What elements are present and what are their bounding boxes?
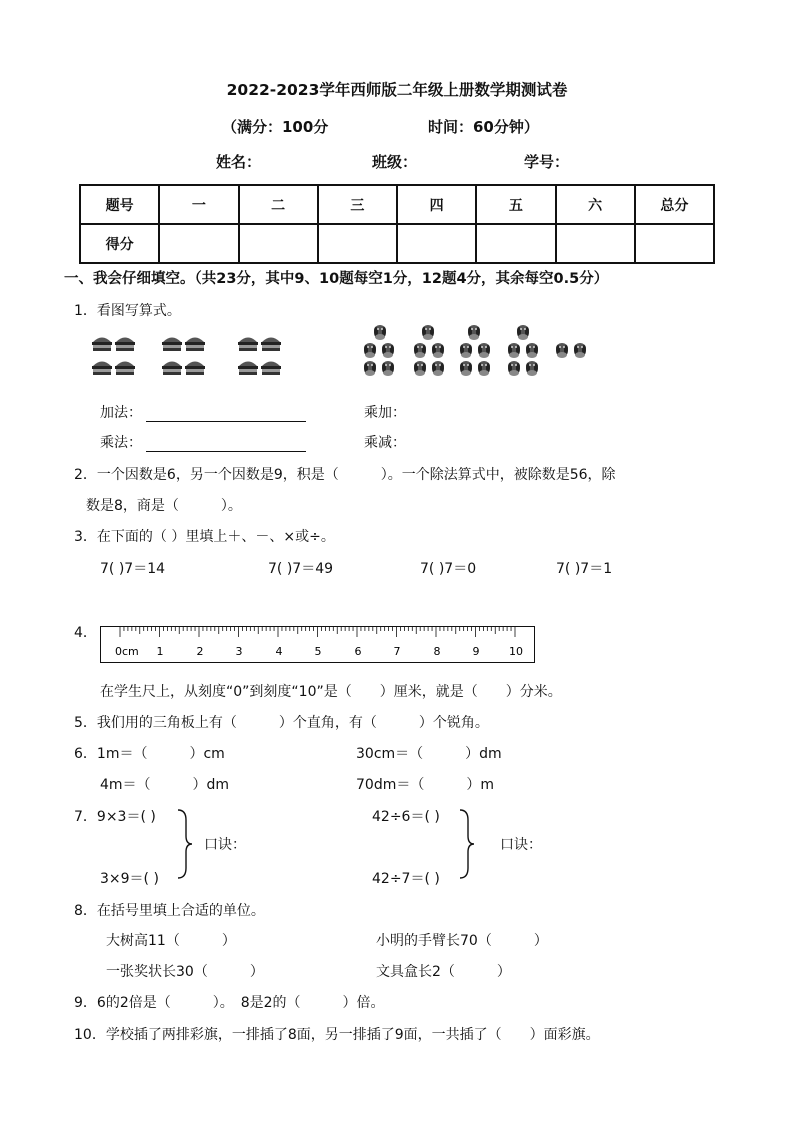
- score-table-header-cell: 六: [556, 185, 635, 224]
- q2-line1: 2．一个因数是6，另一个因数是9，积是（ ）。一个除法算式中，被除数是56，除: [74, 467, 616, 483]
- exam-time: 时间：60分钟）: [428, 118, 539, 136]
- q10-text: 10．学校插了两排彩旗，一排插了8面，另一排插了9面，一共插了（ ）面彩旗。: [74, 1027, 600, 1043]
- q3-item: 7( )7＝14: [100, 561, 166, 577]
- q8-item: 文具盒长2（ ）: [376, 964, 511, 980]
- q4-number: 4．: [74, 625, 97, 641]
- section1-heading: 一、我会仔细填空。（共23分，其中9、10题每空1分，12题4分，其余每空0.5分）: [64, 271, 609, 287]
- rhyme-label-left: 口诀：: [204, 837, 246, 853]
- ruler-label: 6: [354, 645, 362, 658]
- score-table-header-cell: 一: [159, 185, 238, 224]
- q6-item: 30cm＝（ ）dm: [356, 746, 502, 762]
- right-brace-icon: [456, 808, 476, 880]
- q7-item: 42÷7＝( ): [372, 871, 440, 887]
- multiplication-answer-line[interactable]: [146, 437, 306, 452]
- ruler-label: 10: [509, 645, 523, 658]
- mul-add-label: 乘加：: [364, 405, 406, 421]
- score-table-header-cell: 三: [318, 185, 397, 224]
- score-cell[interactable]: [397, 224, 476, 263]
- q2-line2: 数是8，商是（ ）。: [86, 498, 242, 514]
- q6-item: 70dm＝（ ）m: [356, 777, 494, 793]
- score-table-header-cell: 题号: [80, 185, 159, 224]
- q7-item: 7．9×3＝( ): [74, 809, 156, 825]
- puppy-picture: [360, 322, 600, 382]
- mul-sub-label: 乘减：: [364, 435, 406, 451]
- ruler-graphic: [100, 626, 536, 664]
- score-cell[interactable]: [476, 224, 555, 263]
- addition-label: 加法：: [100, 405, 142, 421]
- ruler-label: 2: [196, 645, 204, 658]
- q7-item: 42÷6＝( ): [372, 809, 440, 825]
- q8-item: 小明的手臂长70（ ）: [376, 933, 548, 949]
- left-brace-icon: [174, 808, 194, 880]
- class-label: 班级：: [372, 153, 418, 171]
- score-table-header-cell: 四: [397, 185, 476, 224]
- score-cell[interactable]: [556, 224, 635, 263]
- full-marks: （满分：100分: [222, 118, 329, 136]
- q5-text: 5．我们用的三角板上有（ ）个直角，有（ ）个锐角。: [74, 715, 489, 731]
- burger-icon: [238, 338, 281, 376]
- ruler-label: 5: [314, 645, 322, 658]
- score-cell[interactable]: [635, 224, 714, 263]
- score-table-header-cell: 五: [476, 185, 555, 224]
- ruler-label: 4: [275, 645, 283, 658]
- score-cell[interactable]: [159, 224, 238, 263]
- q6-item: 6．1m＝（ ）cm: [74, 746, 225, 762]
- ruler: [100, 626, 536, 668]
- ruler-label: 7: [393, 645, 401, 658]
- name-label: 姓名：: [216, 153, 262, 171]
- score-table-score-row: [80, 224, 714, 263]
- ruler-label: 8: [433, 645, 441, 658]
- rhyme-label-right: 口诀：: [500, 837, 542, 853]
- score-table-header-cell: 二: [239, 185, 318, 224]
- score-cell[interactable]: [318, 224, 397, 263]
- ruler-label: 9: [472, 645, 480, 658]
- ruler-label: 1: [156, 645, 164, 658]
- q7-item: 3×9＝( ): [100, 871, 159, 887]
- q4-text: 在学生尺上，从刻度“0”到刻度“10”是（ ）厘米，就是（ ）分米。: [100, 684, 562, 700]
- ruler-label: 3: [235, 645, 243, 658]
- page-title: 2022-2023学年西师版二年级上册数学期测试卷: [226, 81, 568, 99]
- q3-item: 7( )7＝0: [420, 561, 477, 577]
- burger-picture: [90, 330, 300, 380]
- q9-text: 9．6的2倍是（ ）。 8是2的（ ）倍。: [74, 995, 385, 1011]
- multiplication-row: [100, 432, 306, 452]
- score-cell[interactable]: [239, 224, 318, 263]
- ruler-label: 0cm: [115, 645, 139, 658]
- q1-text: 1．看图写算式。: [74, 303, 181, 319]
- score-table-header-row: [80, 185, 714, 224]
- q3-text: 3．在下面的（ ）里填上＋、－、×或÷。: [74, 529, 335, 545]
- q3-item: 7( )7＝49: [268, 561, 334, 577]
- addition-row: [100, 402, 306, 422]
- q3-item: 7( )7＝1: [556, 561, 613, 577]
- addition-answer-line[interactable]: [146, 407, 306, 422]
- student-id-label: 学号：: [524, 153, 570, 171]
- q8-item: 一张奖状长30（ ）: [106, 964, 264, 980]
- burger-icon: [92, 338, 135, 376]
- burger-icon: [162, 338, 205, 376]
- score-table: [79, 184, 715, 264]
- puppy-icon: [364, 325, 586, 376]
- q8-item: 大树高11（ ）: [106, 933, 236, 949]
- q6-item: 4m＝（ ）dm: [100, 777, 230, 793]
- q8-text: 8．在括号里填上合适的单位。: [74, 903, 265, 919]
- multiplication-label: 乘法：: [100, 435, 142, 451]
- score-label: 得分: [80, 224, 159, 263]
- score-table-header-cell: 总分: [635, 185, 714, 224]
